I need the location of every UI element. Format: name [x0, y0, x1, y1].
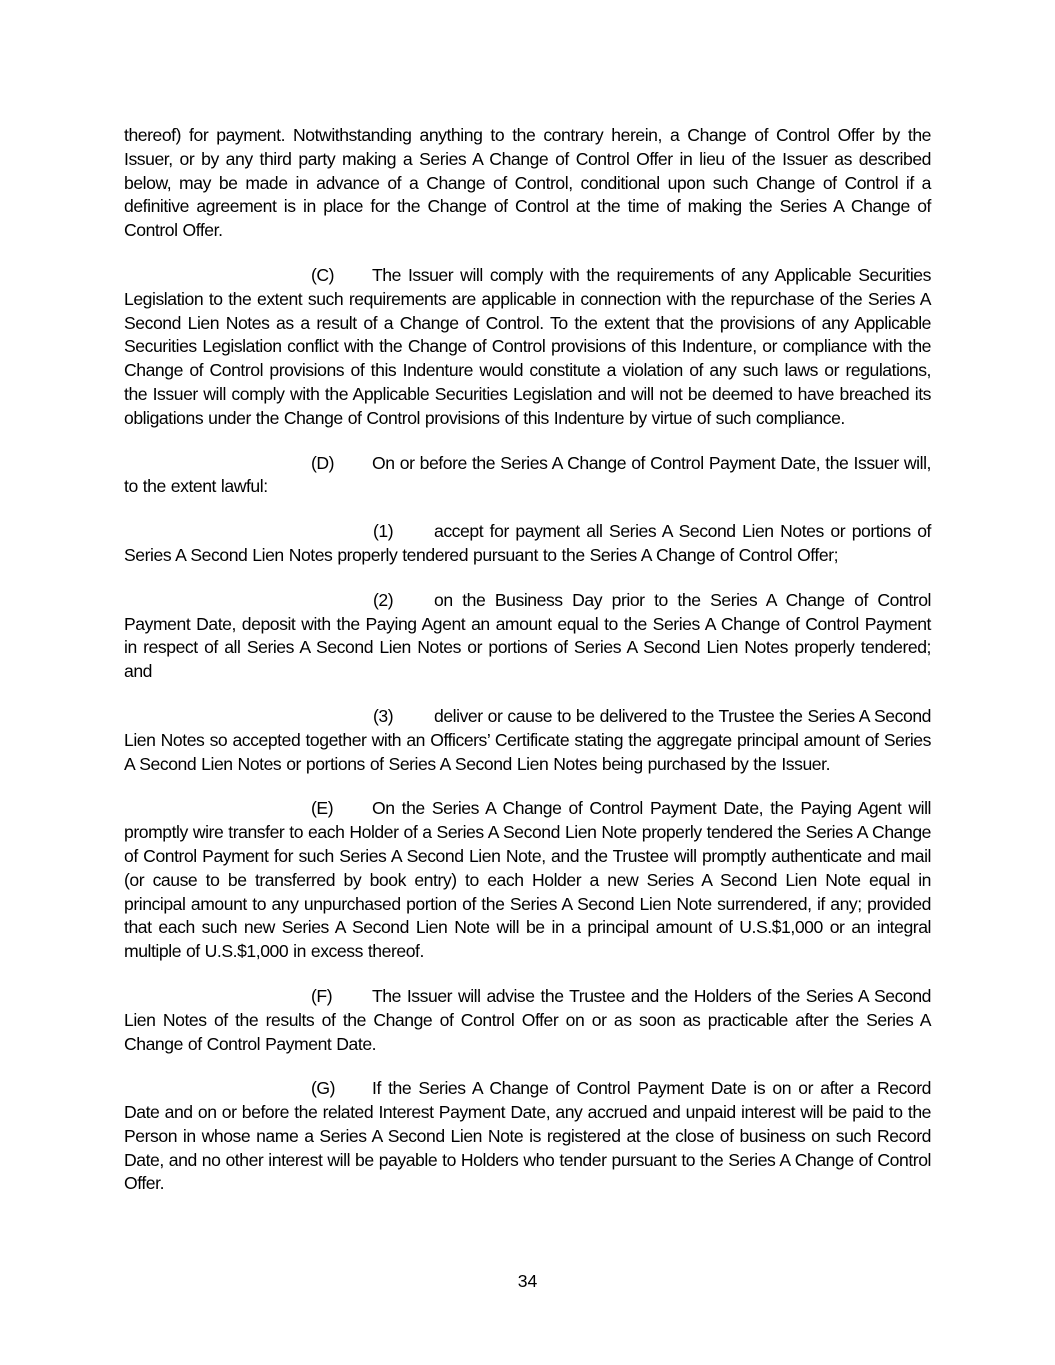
section-marker: (D) [311, 452, 335, 473]
paragraph-text: on the Business Day prior to the Series A Change of Control Payment Date, deposit with the Paying Agent an amount equal to the Series A Change of Control Payment in respect of all Series A Second Lien Notes or portions of Series A Second Lien Notes properly tendered; and [124, 589, 931, 682]
paragraph-e [124, 797, 931, 964]
page-number: 34 [517, 1271, 538, 1291]
section-marker: (E) [311, 798, 334, 819]
paragraph-d-1 [124, 520, 931, 568]
paragraph-text: The Issuer will comply with the requirements of any Applicable Securities Legislation to the extent such requirements are applicable in connection with the repurchase of the Series A Second Lien Notes as a result of a Change of Control. To the extent that the provisions of any Applicable Securities Legislation conflict with the Change of Control provisions of this Indenture, or compliance with the Change of Control provisions of this Indenture would constitute a violation of any such laws or regulations, the Issuer will comply with the Applicable Securities Legislation and will not be deemed to have breached its obligations under the Change of Control provisions of this Indenture by virtue of such compliance. [124, 264, 931, 428]
section-marker: (F) [311, 985, 333, 1006]
subsection-marker: (2) [373, 589, 394, 610]
paragraph-text: thereof) for payment. Notwithstanding anything to the contrary herein, a Change of Control Offer by the Issuer, or by any third party making a Series A Change of Control Offer in lieu of the Issuer as described below, may be made in advance of a Change of Control, conditional upon such Change of Control if a definitive agreement is in place for the Change of Control at the time of making the Series A Change of Control Offer. [124, 125, 931, 241]
paragraph-d-3 [124, 705, 931, 776]
paragraph-text: accept for payment all Series A Second Lien Notes or portions of Series A Second Lien Notes properly tendered pursuant to the Series A Change of Control Offer; [124, 521, 931, 565]
section-marker: (C) [311, 264, 335, 285]
paragraph-f [124, 985, 931, 1056]
section-marker: (G) [311, 1078, 336, 1099]
paragraph-text: On or before the Series A Change of Control Payment Date, the Issuer will, to the extent lawful: [124, 452, 931, 497]
paragraph-c [124, 264, 931, 431]
subsection-marker: (3) [373, 705, 394, 726]
paragraph-text: If the Series A Change of Control Payment Date is on or after a Record Date and on or before the related Interest Payment Date, any accrued and unpaid interest will be paid to the Person in whose name a Series A Second Lien Note is registered at the close of business on such Record Date, and no other interest will be payable to Holders who tender pursuant to the Series A Change of Control Offer. [124, 1078, 931, 1194]
paragraph-continuation [124, 124, 931, 243]
paragraph-text: On the Series A Change of Control Payment Date, the Paying Agent will promptly wire transfer to each Holder of a Series A Second Lien Note properly tendered the Series A Change of Control Payment for such Series A Second Lien Note, and the Trustee will promptly authenticate and mail (or cause to be transferred by book entry) to each Holder a new Series A Second Lien Note equal in principal amount to any unpurchased portion of the Series A Second Lien Note surrendered, if any; provided that each such new Series A Second Lien Note will be in a principal amount of U.S.$1,000 or an integral multiple of U.S.$1,000 in excess thereof. [124, 798, 931, 962]
paragraph-text: deliver or cause to be delivered to the Trustee the Series A Second Lien Notes so accepted together with an Officers’ Certificate stating the aggregate principal amount of Series A Second Lien Notes or portions of Series A Second Lien Notes being purchased by the Issuer. [124, 705, 931, 774]
paragraph-text: The Issuer will advise the Trustee and the Holders of the Series A Second Lien Notes of the results of the Change of Control Offer on or as soon as practicable after the Series A Change of Control Payment Date. [124, 985, 931, 1054]
paragraph-d [124, 452, 931, 500]
subsection-marker: (1) [373, 521, 394, 542]
paragraph-g [124, 1077, 931, 1196]
document-body [124, 124, 931, 1217]
paragraph-d-2 [124, 589, 931, 684]
